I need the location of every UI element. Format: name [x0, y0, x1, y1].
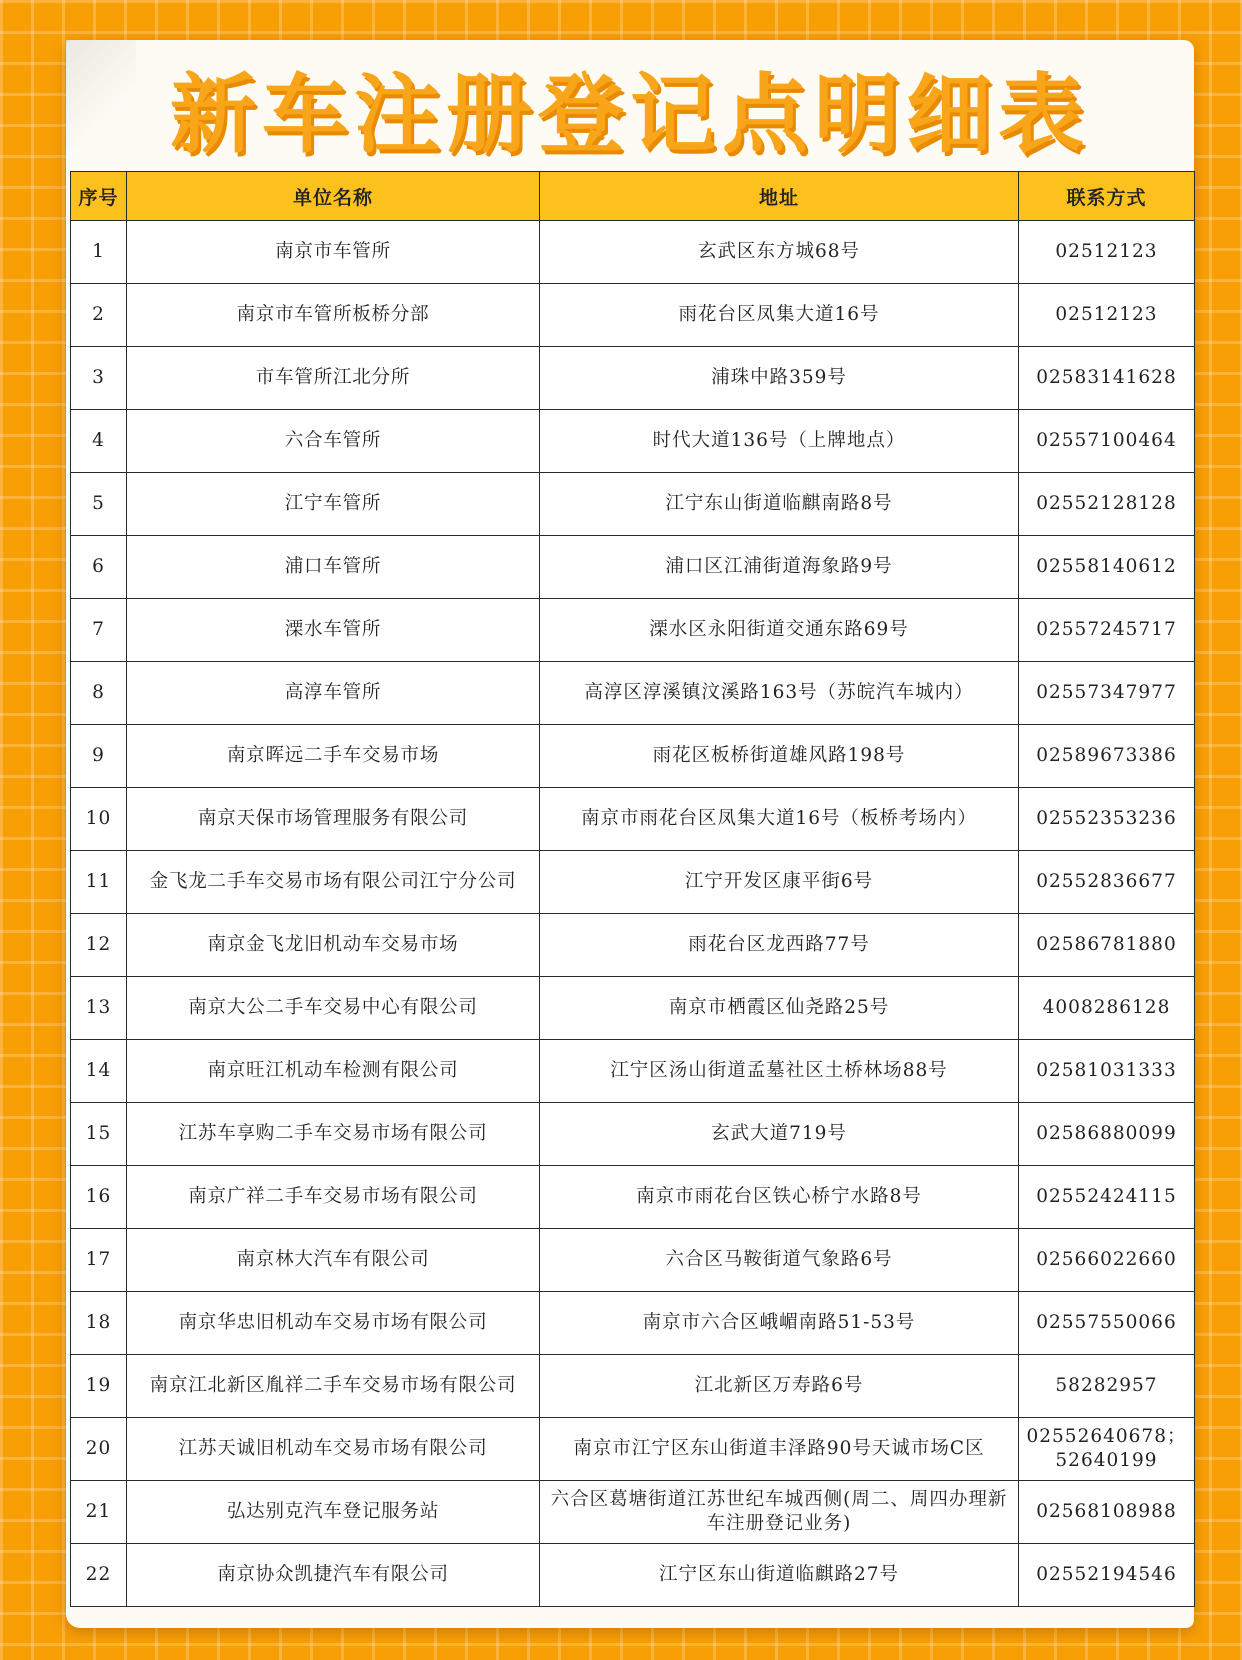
- cell-no: 6: [71, 536, 127, 599]
- cell-phone: 02583141628: [1019, 347, 1195, 410]
- cell-address: 雨花台区凤集大道16号: [540, 284, 1019, 347]
- cell-name: 南京旺江机动车检测有限公司: [127, 1040, 540, 1103]
- cell-name: 江苏车享购二手车交易市场有限公司: [127, 1103, 540, 1166]
- cell-name: 南京广祥二手车交易市场有限公司: [127, 1166, 540, 1229]
- cell-address: 六合区葛塘街道江苏世纪车城西侧(周二、周四办理新车注册登记业务): [540, 1481, 1019, 1544]
- cell-phone: 02581031333: [1019, 1040, 1195, 1103]
- cell-name: 南京江北新区胤祥二手车交易市场有限公司: [127, 1355, 540, 1418]
- cell-phone: 02557347977: [1019, 662, 1195, 725]
- cell-no: 10: [71, 788, 127, 851]
- table-row: [71, 221, 1195, 284]
- cell-no: 19: [71, 1355, 127, 1418]
- table-row: [71, 1166, 1195, 1229]
- table-row: [71, 1040, 1195, 1103]
- cell-no: 4: [71, 410, 127, 473]
- cell-phone: 02568108988: [1019, 1481, 1195, 1544]
- cell-no: 8: [71, 662, 127, 725]
- cell-address: 南京市六合区峨嵋南路51-53号: [540, 1292, 1019, 1355]
- cell-no: 9: [71, 725, 127, 788]
- cell-phone: 02512123: [1019, 284, 1195, 347]
- cell-no: 15: [71, 1103, 127, 1166]
- page-title: 新车注册登记点明细表: [170, 65, 1090, 165]
- table-row: [71, 851, 1195, 914]
- cell-address: 玄武大道719号: [540, 1103, 1019, 1166]
- cell-name: 南京金飞龙旧机动车交易市场: [127, 914, 540, 977]
- cell-address: 高淳区淳溪镇汶溪路163号（苏皖汽车城内）: [540, 662, 1019, 725]
- cell-address: 雨花区板桥街道雄风路198号: [540, 725, 1019, 788]
- cell-address: 南京市江宁区东山街道丰泽路90号天诚市场C区: [540, 1418, 1019, 1481]
- table-header-row: [71, 172, 1195, 221]
- cell-name: 南京华忠旧机动车交易市场有限公司: [127, 1292, 540, 1355]
- cell-no: 11: [71, 851, 127, 914]
- cell-name: 江苏天诚旧机动车交易市场有限公司: [127, 1418, 540, 1481]
- cell-address: 六合区马鞍街道气象路6号: [540, 1229, 1019, 1292]
- cell-address: 江北新区万寿路6号: [540, 1355, 1019, 1418]
- table-row: [71, 1544, 1195, 1607]
- cell-name: 南京天保市场管理服务有限公司: [127, 788, 540, 851]
- registration-points-table: [70, 171, 1195, 1607]
- cell-no: 16: [71, 1166, 127, 1229]
- cell-address: 江宁东山街道临麒南路8号: [540, 473, 1019, 536]
- header-no: 序号: [71, 172, 127, 221]
- cell-address: 南京市栖霞区仙尧路25号: [540, 977, 1019, 1040]
- cell-phone: 02557245717: [1019, 599, 1195, 662]
- cell-no: 2: [71, 284, 127, 347]
- cell-name: 高淳车管所: [127, 662, 540, 725]
- cell-name: 浦口车管所: [127, 536, 540, 599]
- cell-name: 溧水车管所: [127, 599, 540, 662]
- cell-address: 玄武区东方城68号: [540, 221, 1019, 284]
- table-row: [71, 977, 1195, 1040]
- cell-address: 时代大道136号（上牌地点）: [540, 410, 1019, 473]
- cell-no: 1: [71, 221, 127, 284]
- table-row: [71, 473, 1195, 536]
- cell-name: 南京市车管所板桥分部: [127, 284, 540, 347]
- header-name: 单位名称: [127, 172, 540, 221]
- cell-phone: 02566022660: [1019, 1229, 1195, 1292]
- table-row: [71, 1481, 1195, 1544]
- cell-name: 金飞龙二手车交易市场有限公司江宁分公司: [127, 851, 540, 914]
- cell-phone: 02552353236: [1019, 788, 1195, 851]
- table-row: [71, 725, 1195, 788]
- table-row: [71, 536, 1195, 599]
- cell-phone: 02589673386: [1019, 725, 1195, 788]
- cell-phone: 02557100464: [1019, 410, 1195, 473]
- cell-no: 18: [71, 1292, 127, 1355]
- cell-phone: 02552194546: [1019, 1544, 1195, 1607]
- table-row: [71, 1229, 1195, 1292]
- cell-name: 南京林大汽车有限公司: [127, 1229, 540, 1292]
- cell-address: 南京市雨花台区铁心桥宁水路8号: [540, 1166, 1019, 1229]
- cell-no: 14: [71, 1040, 127, 1103]
- table-row: [71, 788, 1195, 851]
- cell-name: 南京晖远二手车交易市场: [127, 725, 540, 788]
- cell-phone: 02552640678；52640199: [1019, 1418, 1195, 1481]
- header-address: 地址: [540, 172, 1019, 221]
- cell-no: 5: [71, 473, 127, 536]
- cell-address: 江宁开发区康平街6号: [540, 851, 1019, 914]
- table-row: [71, 1103, 1195, 1166]
- cell-no: 7: [71, 599, 127, 662]
- table-row: [71, 284, 1195, 347]
- cell-phone: 02557550066: [1019, 1292, 1195, 1355]
- cell-name: 市车管所江北分所: [127, 347, 540, 410]
- cell-name: 弘达别克汽车登记服务站: [127, 1481, 540, 1544]
- table-body: [71, 221, 1195, 1607]
- cell-address: 江宁区汤山街道孟墓社区土桥林场88号: [540, 1040, 1019, 1103]
- cell-no: 17: [71, 1229, 127, 1292]
- cell-phone: 02586781880: [1019, 914, 1195, 977]
- cell-phone: 02586880099: [1019, 1103, 1195, 1166]
- cell-name: 南京协众凯捷汽车有限公司: [127, 1544, 540, 1607]
- cell-no: 21: [71, 1481, 127, 1544]
- header-phone: 联系方式: [1019, 172, 1195, 221]
- cell-no: 20: [71, 1418, 127, 1481]
- cell-address: 江宁区东山街道临麒路27号: [540, 1544, 1019, 1607]
- cell-phone: 02558140612: [1019, 536, 1195, 599]
- table-row: [71, 599, 1195, 662]
- cell-no: 13: [71, 977, 127, 1040]
- cell-address: 溧水区永阳街道交通东路69号: [540, 599, 1019, 662]
- cell-no: 12: [71, 914, 127, 977]
- table-row: [71, 1292, 1195, 1355]
- cell-name: 六合车管所: [127, 410, 540, 473]
- table-row: [71, 347, 1195, 410]
- cell-address: 南京市雨花台区凤集大道16号（板桥考场内）: [540, 788, 1019, 851]
- cell-phone: 58282957: [1019, 1355, 1195, 1418]
- cell-phone: 02552128128: [1019, 473, 1195, 536]
- cell-phone: 02512123: [1019, 221, 1195, 284]
- table-row: [71, 1418, 1195, 1481]
- cell-phone: 02552424115: [1019, 1166, 1195, 1229]
- table-row: [71, 662, 1195, 725]
- cell-name: 江宁车管所: [127, 473, 540, 536]
- cell-phone: 02552836677: [1019, 851, 1195, 914]
- cell-no: 22: [71, 1544, 127, 1607]
- table-row: [71, 410, 1195, 473]
- cell-phone: 4008286128: [1019, 977, 1195, 1040]
- table-row: [71, 1355, 1195, 1418]
- cell-address: 雨花台区龙西路77号: [540, 914, 1019, 977]
- cell-address: 浦口区江浦街道海象路9号: [540, 536, 1019, 599]
- cell-name: 南京市车管所: [127, 221, 540, 284]
- cell-name: 南京大公二手车交易中心有限公司: [127, 977, 540, 1040]
- cell-no: 3: [71, 347, 127, 410]
- table-row: [71, 914, 1195, 977]
- cell-address: 浦珠中路359号: [540, 347, 1019, 410]
